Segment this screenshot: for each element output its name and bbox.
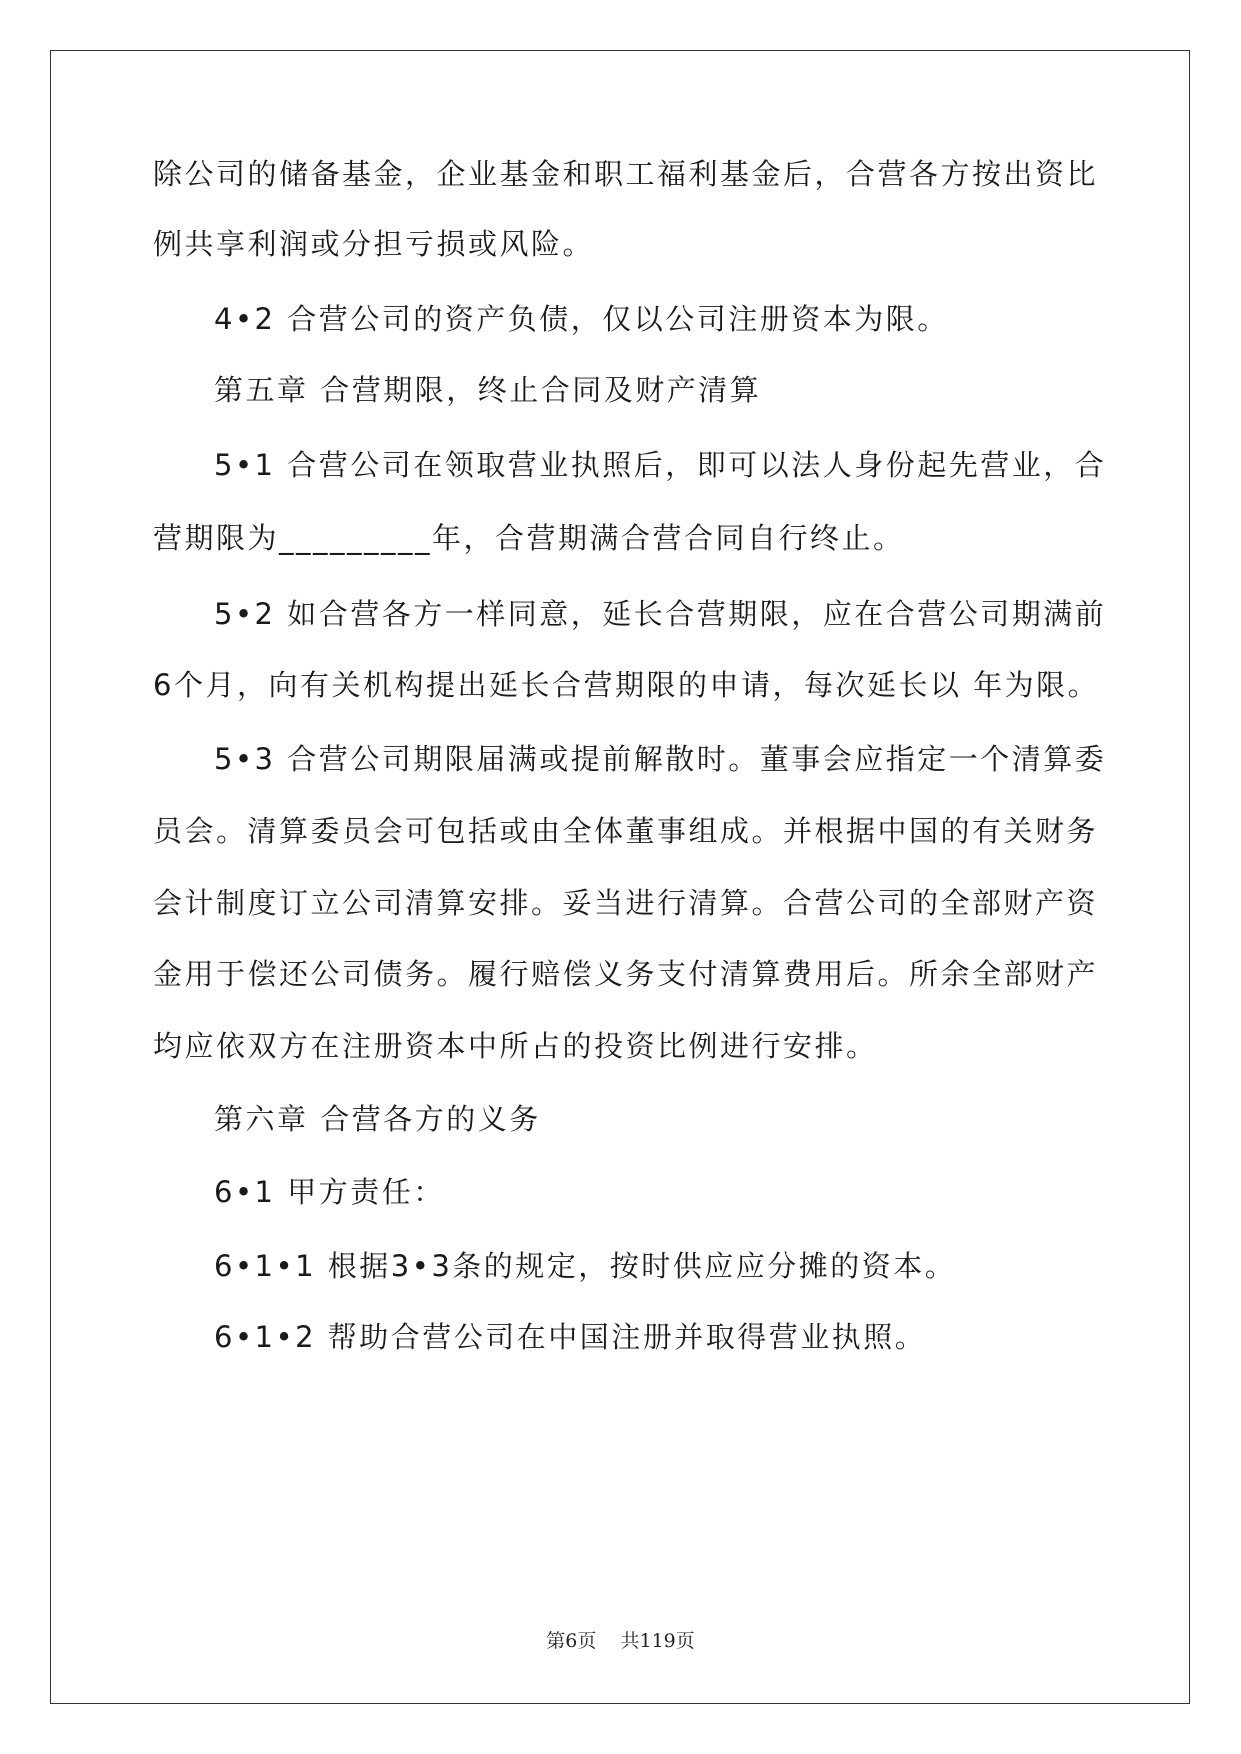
page-number: 第6页 bbox=[546, 1630, 597, 1652]
total-pages: 共119页 bbox=[620, 1630, 695, 1652]
chapter-6-heading: 第六章 合营各方的义务 bbox=[214, 1102, 541, 1136]
body-text-line: 会计制度订立公司清算安排。妥当进行清算。合营公司的全部财产资 bbox=[153, 886, 1099, 920]
clause-4-2: 4•2 合营公司的资产负债，仅以公司注册资本为限。 bbox=[214, 302, 949, 336]
clause-6-1-2: 6•1•2 帮助合营公司在中国注册并取得营业执照。 bbox=[214, 1320, 927, 1354]
clause-6-1: 6•1 甲方责任： bbox=[214, 1175, 445, 1209]
clause-5-2: 5•2 如合营各方一样同意，延长合营期限，应在合营公司期满前 bbox=[214, 597, 1107, 631]
clause-5-3: 5•3 合营公司期限届满或提前解散时。董事会应指定一个清算委 bbox=[214, 742, 1107, 776]
body-text-line: 均应依双方在注册资本中所占的投资比例进行安排。 bbox=[153, 1029, 878, 1063]
body-text-line: 6个月，向有关机构提出延长合营期限的申请，每次延长以 年为限。 bbox=[153, 668, 1100, 702]
clause-5-1: 5•1 合营公司在领取营业执照后，即可以法人身份起先营业，合 bbox=[214, 448, 1107, 482]
clause-6-1-1: 6•1•1 根据3•3条的规定，按时供应应分摊的资本。 bbox=[214, 1249, 957, 1283]
chapter-5-heading: 第五章 合营期限，终止合同及财产清算 bbox=[214, 373, 762, 407]
body-text-line: 员会。清算委员会可包括或由全体董事组成。并根据中国的有关财务 bbox=[153, 814, 1099, 848]
page-footer bbox=[0, 1629, 1241, 1653]
body-text-line: 例共享利润或分担亏损或风险。 bbox=[153, 227, 595, 261]
body-text-line: 金用于偿还公司债务。履行赔偿义务支付清算费用后。所余全部财产 bbox=[153, 957, 1099, 991]
body-text-line: 除公司的储备基金，企业基金和职工福利基金后，合营各方按出资比 bbox=[153, 157, 1099, 191]
body-text-line: 营期限为_________年，合营期满合营合同自行终止。 bbox=[153, 521, 905, 555]
